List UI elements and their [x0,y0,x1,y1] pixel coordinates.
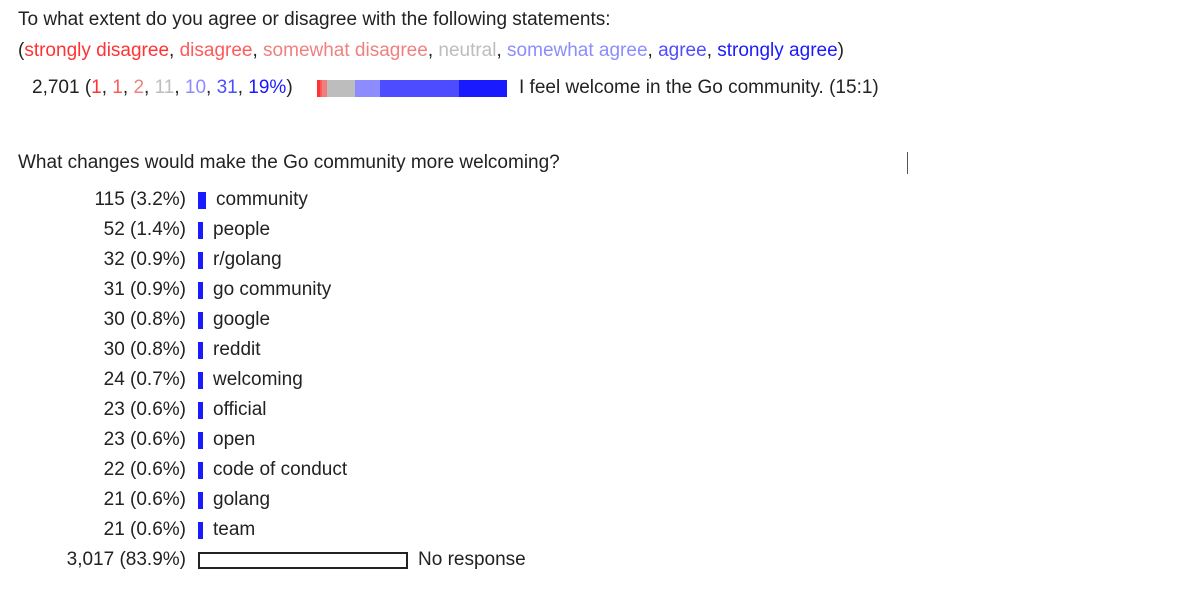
bar-row [0,429,1178,453]
likert-percent: 19% [248,77,287,98]
bar-value-label: 22 (0.6%) [103,459,186,480]
page-title: What changes would make the Go community more welcoming? [18,152,560,173]
legend-close-paren: ) [837,40,844,61]
legend-label-strongly-disagree: strongly disagree [24,40,170,61]
legend-separator: , [647,40,659,61]
bar-value-label: 21 (0.6%) [103,519,186,540]
likert-segment-somewhat-agree [355,80,380,97]
bar-value-label: 30 (0.8%) [103,339,186,360]
bar-row [0,519,1178,543]
text-cursor [907,152,908,174]
bar-value-label: 23 (0.6%) [103,429,186,450]
bar-category-label: No response [418,549,526,570]
legend-separator: , [252,40,264,61]
likert-separator: , [144,77,155,98]
likert-segment-neutral [327,80,355,97]
bar-row [0,459,1178,483]
bar-category-label: official [213,399,267,420]
bar-category-label: golang [213,489,271,510]
likert-separator: , [174,77,185,98]
bar-category-label: reddit [213,339,261,360]
legend-label-neutral: neutral [438,40,497,61]
bar-category-label: r/golang [213,249,282,270]
bar-category-label: community [216,189,308,210]
bar-value-label: 21 (0.6%) [103,489,186,510]
likert-percent: 10 [184,77,207,98]
bar-category-label: go community [213,279,332,300]
legend-label-somewhat-agree: somewhat agree [507,40,648,61]
bar-value-label: 32 (0.9%) [103,249,186,270]
likert-separator: , [206,77,217,98]
bar-value-label: 23 (0.6%) [103,399,186,420]
likert-total: 2,701 ( [32,77,92,98]
likert-percent: 1 [91,77,102,98]
bar-category-label: welcoming [213,369,303,390]
bar-value-label: 115 (3.2%) [94,189,186,210]
bar [198,282,203,299]
scale-legend [18,40,844,62]
bar [198,252,203,269]
legend-label-strongly-agree: strongly agree [717,40,838,61]
bar-category-label: open [213,429,256,450]
likert-percent: 31 [216,77,238,98]
bar-row [0,309,1178,333]
likert-separator: , [101,77,113,98]
bar-row [0,219,1178,243]
legend-open-paren: ( [18,40,25,61]
bar [198,432,203,449]
bar [198,222,203,239]
bar-category-label: team [213,519,256,540]
bar [198,192,206,209]
likert-separator: , [122,77,134,98]
likert-segment-strongly-agree [459,80,507,97]
bar [198,492,203,509]
bar-value-label: 52 (1.4%) [103,219,186,240]
bar-row [0,189,1178,213]
legend-label-disagree: disagree [179,40,253,61]
legend-label-agree: agree [658,40,707,61]
likert-separator: , [237,77,249,98]
question-heading: To what extent do you agree or disagree with the following statements: [18,9,611,30]
legend-separator: , [169,40,180,61]
bar-value-label: 31 (0.9%) [103,279,186,300]
bar [198,342,203,359]
legend-separator: , [427,40,439,61]
bar-value-label: 24 (0.7%) [103,369,186,390]
legend-label-somewhat-disagree: somewhat disagree [263,40,428,61]
likert-stacked-bar [317,80,507,97]
bar [198,462,203,479]
bar-value-label: 3,017 (83.9%) [66,549,186,570]
bar-row [0,279,1178,303]
likert-percent: 1 [112,77,123,98]
likert-counts [32,77,293,99]
bar-row [0,549,1178,573]
bar-category-label: code of conduct [213,459,348,480]
bar-row [0,369,1178,393]
bar-value-label: 30 (0.8%) [103,309,186,330]
bar-row [0,489,1178,513]
likert-statement: I feel welcome in the Go community. (15:1) [519,77,879,98]
likert-percent: 2 [133,77,145,98]
bar-row [0,339,1178,363]
bar-category-label: people [213,219,271,240]
bar-category-label: google [213,309,271,330]
likert-close-paren: ) [286,77,293,98]
bar-row [0,249,1178,273]
legend-separator: , [706,40,718,61]
bar [198,522,203,539]
bar [198,312,203,329]
bar [198,552,408,569]
likert-percent: 11 [154,77,175,98]
bar [198,372,203,389]
bar [198,402,203,419]
likert-segment-agree [380,80,459,97]
bar-row [0,399,1178,423]
legend-separator: , [496,40,508,61]
